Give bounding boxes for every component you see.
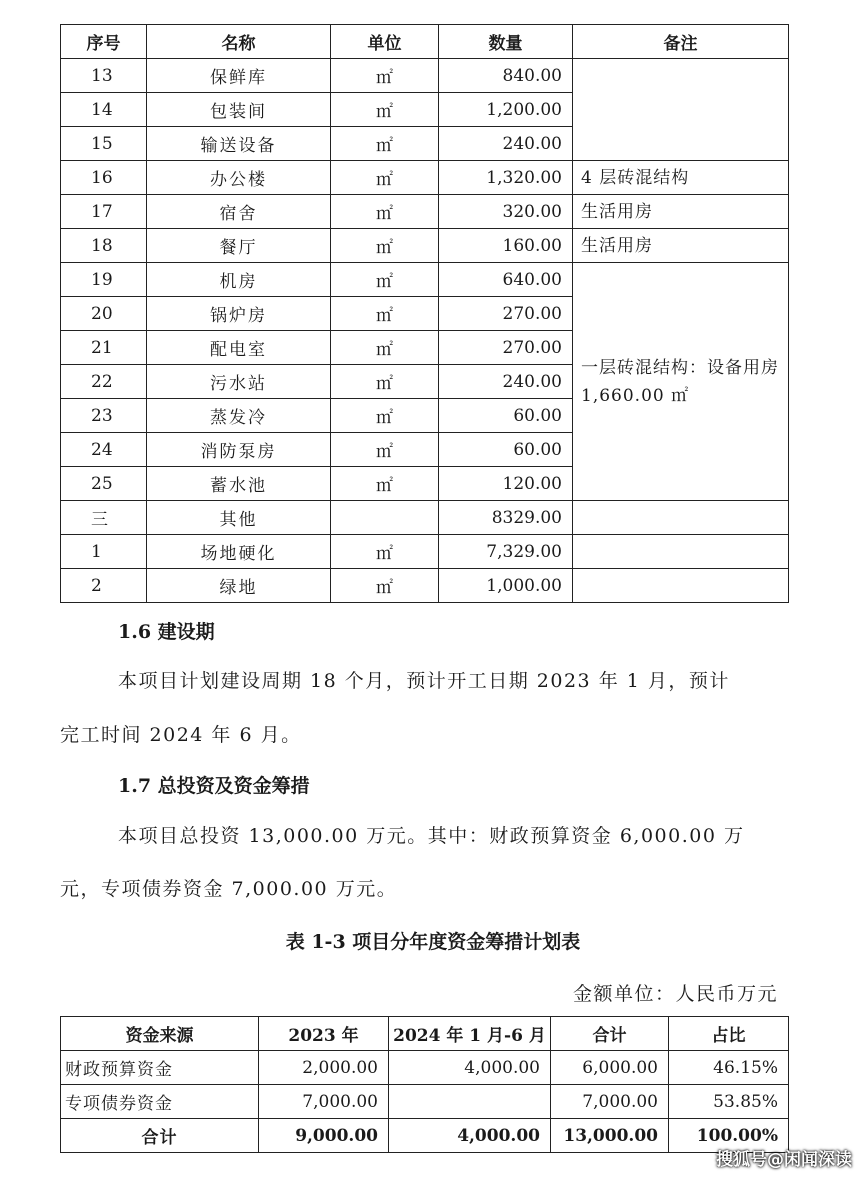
cell-note-empty	[573, 535, 789, 569]
cell-qty: 60.00	[439, 433, 573, 467]
paragraph-1-6-line2: 完工时间 2024 年 6 月。	[60, 724, 302, 746]
cell-no: 23	[61, 399, 147, 433]
col-header-pct: 占比	[669, 1017, 789, 1051]
cell-name: 机房	[147, 263, 331, 297]
table-row	[61, 535, 789, 569]
table-total-row	[61, 1119, 789, 1153]
cell-qty: 240.00	[439, 127, 573, 161]
cell-2024: 4,000.00	[389, 1051, 551, 1085]
table-header-row	[61, 25, 789, 59]
cell-no: 20	[61, 297, 147, 331]
table-row	[61, 569, 789, 603]
cell-no: 17	[61, 195, 147, 229]
cell-unit: ㎡	[331, 433, 439, 467]
section-heading-1-7: 1.7 总投资及资金筹措	[118, 775, 310, 797]
paragraph-1-7-line1: 本项目总投资 13,000.00 万元。其中：财政预算资金 6,000.00 万	[118, 825, 745, 847]
cell-2023: 2,000.00	[259, 1051, 389, 1085]
cell-note-empty	[573, 59, 789, 161]
table-row	[61, 59, 789, 93]
cell-qty: 1,320.00	[439, 161, 573, 195]
col-header-2023: 2023 年	[259, 1017, 389, 1051]
cell-total: 6,000.00	[551, 1051, 669, 1085]
table-row	[61, 501, 789, 535]
cell-total: 13,000.00	[551, 1119, 669, 1153]
cell-name: 保鲜库	[147, 59, 331, 93]
col-header-2024: 2024 年 1 月-6 月	[389, 1017, 551, 1051]
cell-note: 生活用房	[573, 195, 789, 229]
cell-unit: ㎡	[331, 569, 439, 603]
cell-unit: ㎡	[331, 331, 439, 365]
cell-note-merged: 一层砖混结构：设备用房 1,660.00 ㎡	[573, 263, 789, 501]
cell-unit: ㎡	[331, 161, 439, 195]
cell-qty: 1,200.00	[439, 93, 573, 127]
cell-note-empty	[573, 501, 789, 535]
cell-pct: 46.15%	[669, 1051, 789, 1085]
cell-note: 生活用房	[573, 229, 789, 263]
cell-note-empty	[573, 569, 789, 603]
cell-unit: ㎡	[331, 263, 439, 297]
cell-pct: 53.85%	[669, 1085, 789, 1119]
cell-qty: 270.00	[439, 331, 573, 365]
col-header-source: 资金来源	[61, 1017, 259, 1051]
cell-unit: ㎡	[331, 365, 439, 399]
cell-unit: ㎡	[331, 467, 439, 501]
cell-name: 场地硬化	[147, 535, 331, 569]
cell-unit: ㎡	[331, 93, 439, 127]
paragraph-1-7-line2: 元，专项债券资金 7,000.00 万元。	[60, 878, 398, 900]
cell-qty: 8329.00	[439, 501, 573, 535]
cell-name: 污水站	[147, 365, 331, 399]
cell-2024: 4,000.00	[389, 1119, 551, 1153]
cell-name: 蓄水池	[147, 467, 331, 501]
unit-note: 金额单位：人民币万元	[572, 983, 778, 1005]
watermark: 搜狐号@闲闻深读	[716, 1150, 852, 1170]
cell-unit: ㎡	[331, 229, 439, 263]
table-row	[61, 195, 789, 229]
col-header-no: 序号	[61, 25, 147, 59]
table-row	[61, 1085, 789, 1119]
cell-no: 19	[61, 263, 147, 297]
paragraph-1-6-line1: 本项目计划建设周期 18 个月，预计开工日期 2023 年 1 月，预计	[118, 670, 730, 692]
cell-no: 22	[61, 365, 147, 399]
cell-qty: 1,000.00	[439, 569, 573, 603]
cell-name: 锅炉房	[147, 297, 331, 331]
cell-2024	[389, 1085, 551, 1119]
cell-name: 消防泵房	[147, 433, 331, 467]
cell-no: 21	[61, 331, 147, 365]
table-row	[61, 161, 789, 195]
cell-unit: ㎡	[331, 195, 439, 229]
cell-no: 1	[61, 535, 147, 569]
cell-unit: ㎡	[331, 297, 439, 331]
cell-unit: ㎡	[331, 127, 439, 161]
cell-unit: ㎡	[331, 399, 439, 433]
cell-unit	[331, 501, 439, 535]
cell-qty: 120.00	[439, 467, 573, 501]
col-header-total: 合计	[551, 1017, 669, 1051]
cell-qty: 840.00	[439, 59, 573, 93]
cell-no: 三	[61, 501, 147, 535]
col-header-qty: 数量	[439, 25, 573, 59]
cell-qty: 60.00	[439, 399, 573, 433]
cell-name: 蒸发冷	[147, 399, 331, 433]
cell-name: 其他	[147, 501, 331, 535]
cell-qty: 270.00	[439, 297, 573, 331]
cell-pct: 100.00%	[669, 1119, 789, 1153]
cell-name: 绿地	[147, 569, 331, 603]
cell-qty: 320.00	[439, 195, 573, 229]
cell-unit: ㎡	[331, 59, 439, 93]
col-header-unit: 单位	[331, 25, 439, 59]
cell-name: 办公楼	[147, 161, 331, 195]
cell-no: 16	[61, 161, 147, 195]
cell-name: 输送设备	[147, 127, 331, 161]
cell-2023: 7,000.00	[259, 1085, 389, 1119]
cell-total: 7,000.00	[551, 1085, 669, 1119]
cell-no: 14	[61, 93, 147, 127]
cell-source: 专项债券资金	[61, 1085, 259, 1119]
cell-source: 合计	[61, 1119, 259, 1153]
cell-2023: 9,000.00	[259, 1119, 389, 1153]
cell-no: 24	[61, 433, 147, 467]
funding-plan-table	[60, 1016, 789, 1153]
cell-no: 13	[61, 59, 147, 93]
table-row	[61, 263, 789, 297]
cell-name: 包装间	[147, 93, 331, 127]
cell-no: 2	[61, 569, 147, 603]
cell-note: 4 层砖混结构	[573, 161, 789, 195]
cell-no: 15	[61, 127, 147, 161]
section-heading-1-6: 1.6 建设期	[118, 621, 215, 643]
col-header-name: 名称	[147, 25, 331, 59]
cell-no: 25	[61, 467, 147, 501]
cell-name: 餐厅	[147, 229, 331, 263]
cell-no: 18	[61, 229, 147, 263]
cell-qty: 160.00	[439, 229, 573, 263]
cell-name: 配电室	[147, 331, 331, 365]
table-row	[61, 1051, 789, 1085]
cell-name: 宿舍	[147, 195, 331, 229]
cell-source: 财政预算资金	[61, 1051, 259, 1085]
table-row	[61, 229, 789, 263]
cell-qty: 640.00	[439, 263, 573, 297]
project-items-table	[60, 24, 789, 603]
table-caption: 表 1-3 项目分年度资金筹措计划表	[285, 931, 581, 953]
cell-unit: ㎡	[331, 535, 439, 569]
cell-qty: 240.00	[439, 365, 573, 399]
cell-qty: 7,329.00	[439, 535, 573, 569]
col-header-note: 备注	[573, 25, 789, 59]
table-header-row	[61, 1017, 789, 1051]
